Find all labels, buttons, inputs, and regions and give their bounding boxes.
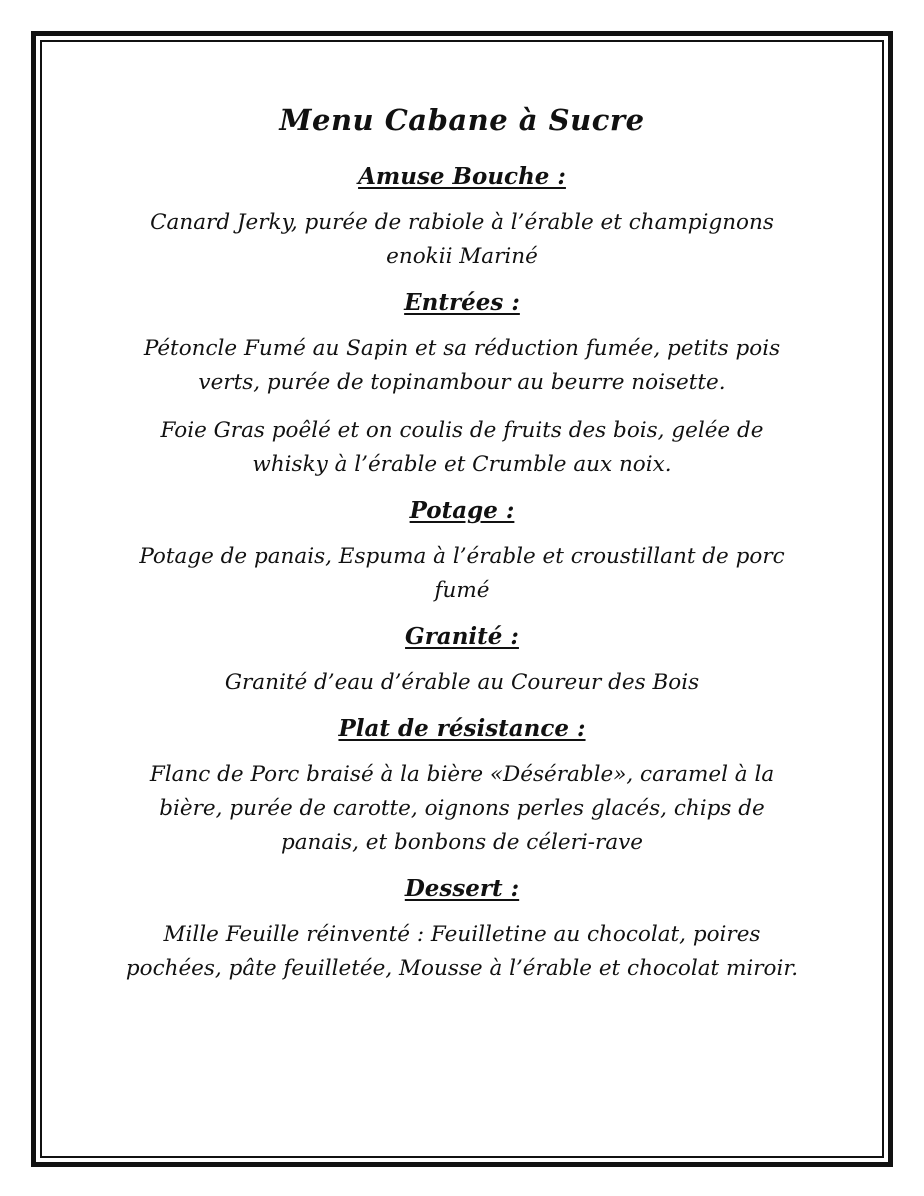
section-potage [100,496,824,608]
section-heading-amuse-bouche: Amuse Bouche : [358,163,566,190]
dish-canard-jerky: Canard Jerky, purée de rabiole à l’érable et champignons enokii Mariné [150,210,774,269]
section-amuse-bouche [100,162,824,274]
dish-flanc-de-porc: Flanc de Porc braisé à la bière «Désérable», caramel à la bière, purée de carotte, oignons perles glacés, chips de panais, et bonbons de céleri-rave [149,762,775,855]
menu-content [100,100,824,1000]
menu-title: Menu Cabane à Sucre [279,103,645,137]
section-entrees [100,288,824,482]
dish-potage-panais: Potage de panais, Espuma à l’érable et croustillant de porc fumé [139,544,785,603]
section-granite [100,622,824,700]
section-dessert [100,874,824,986]
dish-foie-gras: Foie Gras poêlé et on coulis de fruits des bois, gelée de whisky à l’érable et Crumble aux noix. [160,418,764,477]
dish-mille-feuille: Mille Feuille réinventé : Feuilletine au chocolat, poires pochées, pâte feuilletée, Mousse à l’érable et chocolat miroir. [125,922,799,981]
dish-granite: Granité d’eau d’érable au Coureur des Bois [224,670,700,695]
section-plat-de-resistance [100,714,824,860]
section-heading-entrees: Entrées : [404,289,520,316]
section-heading-granite: Granité : [405,623,519,650]
section-heading-dessert: Dessert : [404,875,520,902]
section-heading-potage: Potage : [409,497,515,524]
section-heading-plat-de-resistance: Plat de résistance : [338,715,586,742]
dish-petoncle: Pétoncle Fumé au Sapin et sa réduction fumée, petits pois verts, purée de topinambour au beurre noisette. [143,336,781,395]
